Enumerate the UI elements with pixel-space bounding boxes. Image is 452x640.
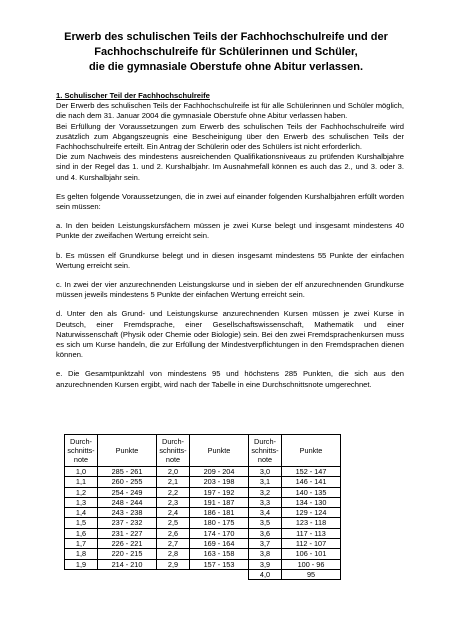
points-cell: 254 - 249 bbox=[98, 487, 157, 497]
points-cell: 123 - 118 bbox=[282, 518, 341, 528]
points-cell: 243 - 238 bbox=[98, 508, 157, 518]
table-row bbox=[65, 508, 341, 518]
grade-cell: 2,3 bbox=[157, 497, 190, 507]
points-cell: 191 - 187 bbox=[190, 497, 249, 507]
points-cell: 231 - 227 bbox=[98, 528, 157, 538]
points-cell: 100 - 96 bbox=[282, 559, 341, 569]
points-cell: 95 bbox=[282, 569, 341, 579]
grade-cell: 3,7 bbox=[249, 539, 282, 549]
points-cell: 214 - 210 bbox=[98, 559, 157, 569]
grade-table-wrapper bbox=[64, 434, 341, 580]
table-body bbox=[65, 467, 341, 580]
grade-cell: 3,3 bbox=[249, 497, 282, 507]
table-header-row bbox=[65, 435, 341, 467]
intro-paragraph: Der Erwerb des schulischen Teils der Fachhochschulreife ist für alle Schülerinnen und Schüler möglich, die nach dem 31. Januar 2004 die gymnasiale Oberstufe ohne Abitur verlassen haben. bbox=[56, 101, 404, 121]
table-row bbox=[65, 559, 341, 569]
title-line-3: die die gymnasiale Oberstufe ohne Abitur verlassen. bbox=[88, 61, 364, 73]
points-cell: 209 - 204 bbox=[190, 467, 249, 477]
grade-cell: 2,6 bbox=[157, 528, 190, 538]
table-row bbox=[65, 569, 341, 579]
condition-e: e. Die Gesamtpunktzahl von mindestens 95 und höchstens 285 Punkten, die sich aus den anzurechnenden Kursen ergibt, wird nach der Tabelle in eine Durchschnittsnote umgerechnet. bbox=[56, 369, 404, 389]
grade-cell: 1,5 bbox=[65, 518, 98, 528]
grade-cell: 1,8 bbox=[65, 549, 98, 559]
grade-cell: 2,0 bbox=[157, 467, 190, 477]
grade-cell: 1,7 bbox=[65, 539, 98, 549]
points-header: Punkte bbox=[282, 435, 341, 467]
title-line-1: Erwerb des schulischen Teils der Fachhochschulreife und der bbox=[64, 31, 388, 43]
paragraph-course-halves: Die zum Nachweis des mindestens ausreichenden Qualifikationsniveaus zu prüfenden Kurshalbjahre sind in der Regel das 1. und 2. Kurshalbjahr. Im Ausnahmefall können es auch das 2., und 3. oder 3. und 4. Kurshalbjahr sein. bbox=[56, 152, 404, 182]
points-cell: 163 - 158 bbox=[190, 549, 249, 559]
grade-cell: 2,2 bbox=[157, 487, 190, 497]
points-cell: 248 - 244 bbox=[98, 497, 157, 507]
grade-cell: 1,2 bbox=[65, 487, 98, 497]
points-cell: 186 - 181 bbox=[190, 508, 249, 518]
grade-cell: 1,0 bbox=[65, 467, 98, 477]
points-cell bbox=[98, 569, 157, 579]
grade-cell: 3,1 bbox=[249, 477, 282, 487]
points-cell: 226 - 221 bbox=[98, 539, 157, 549]
points-cell: 237 - 232 bbox=[98, 518, 157, 528]
points-cell: 197 - 192 bbox=[190, 487, 249, 497]
grade-cell: 2,9 bbox=[157, 559, 190, 569]
points-cell: 169 - 164 bbox=[190, 539, 249, 549]
points-cell: 140 - 135 bbox=[282, 487, 341, 497]
paragraph-certificate: Bei Erfüllung der Voraussetzungen zum Erwerb des schulischen Teils der Fachhochschulreife wird zusätzlich zum Abgangszeugnis eine Bescheinigung über den Erwerb des schulischen Teils der Fachhochschulreife erteilt. Ein Antrag der Schülerin oder des Schülers ist nicht erforderlich. bbox=[56, 121, 404, 152]
grade-cell: 1,6 bbox=[65, 528, 98, 538]
title-line-2: Fachhochschulreife für Schülerinnen und Schüler, bbox=[94, 46, 358, 58]
table-row bbox=[65, 549, 341, 559]
grade-cell bbox=[157, 569, 190, 579]
points-cell: 117 - 113 bbox=[282, 528, 341, 538]
points-cell: 106 - 101 bbox=[282, 549, 341, 559]
grade-cell: 1,3 bbox=[65, 497, 98, 507]
grade-conversion-table bbox=[64, 434, 341, 580]
grade-cell: 1,4 bbox=[65, 508, 98, 518]
grade-cell: 2,5 bbox=[157, 518, 190, 528]
grade-cell: 1,9 bbox=[65, 559, 98, 569]
document-title bbox=[30, 30, 422, 75]
grade-cell: 3,6 bbox=[249, 528, 282, 538]
grade-cell: 2,4 bbox=[157, 508, 190, 518]
points-cell: 129 - 124 bbox=[282, 508, 341, 518]
conditions-intro: Es gelten folgende Voraussetzungen, die in zwei auf einander folgenden Kurshalbjahren erfüllt worden sein müssen: bbox=[56, 191, 404, 212]
section-heading: 1. Schulischer Teil der Fachhochschulreife bbox=[56, 91, 210, 100]
grade-cell: 1,1 bbox=[65, 477, 98, 487]
points-cell: 146 - 141 bbox=[282, 477, 341, 487]
document-body bbox=[56, 91, 404, 399]
grade-cell: 2,8 bbox=[157, 549, 190, 559]
grade-header: Durch- schnitts- note bbox=[65, 435, 98, 467]
grade-cell: 3,2 bbox=[249, 487, 282, 497]
condition-a: a. In den beiden Leistungskursfächern müssen je zwei Kurse belegt und insgesamt mindestens 40 Punkte der zweifachen Wertung erreicht sein. bbox=[56, 221, 404, 241]
table-row bbox=[65, 467, 341, 477]
points-cell bbox=[190, 569, 249, 579]
points-cell: 112 - 107 bbox=[282, 539, 341, 549]
points-cell: 134 - 130 bbox=[282, 497, 341, 507]
table-row bbox=[65, 487, 341, 497]
points-cell: 285 - 261 bbox=[98, 467, 157, 477]
grade-cell: 3,4 bbox=[249, 508, 282, 518]
points-cell: 220 - 215 bbox=[98, 549, 157, 559]
points-cell: 203 - 198 bbox=[190, 477, 249, 487]
grade-cell: 4,0 bbox=[249, 569, 282, 579]
condition-d: d. Unter den als Grund- und Leistungskurse anzurechnenden Kursen müssen je zwei Kurse in Deutsch, einer Fremdsprache, einer Gesellschaftswissenschaft, Mathematik und einer Naturwissenschaft (Physik oder Chemie oder Biologie) sein. Bei den zwei Fremdsprachenkursen muss es sich um Kurse handeln, die zur Erfüllung der Mindestverpflichtungen in den Fremdsprachen dienen können. bbox=[56, 309, 404, 360]
table-row bbox=[65, 497, 341, 507]
grade-cell: 3,5 bbox=[249, 518, 282, 528]
points-cell: 174 - 170 bbox=[190, 528, 249, 538]
table-row bbox=[65, 518, 341, 528]
points-header: Punkte bbox=[98, 435, 157, 467]
grade-header: Durch- schnitts- note bbox=[157, 435, 190, 467]
grade-header: Durch- schnitts- note bbox=[249, 435, 282, 467]
table-row bbox=[65, 539, 341, 549]
table-row bbox=[65, 477, 341, 487]
grade-cell: 3,8 bbox=[249, 549, 282, 559]
grade-cell bbox=[65, 569, 98, 579]
grade-cell: 2,1 bbox=[157, 477, 190, 487]
points-header: Punkte bbox=[190, 435, 249, 467]
grade-cell: 2,7 bbox=[157, 539, 190, 549]
grade-cell: 3,0 bbox=[249, 467, 282, 477]
grade-cell: 3,9 bbox=[249, 559, 282, 569]
table-row bbox=[65, 528, 341, 538]
condition-c: c. In zwei der vier anzurechnenden Leistungskurse und in sieben der elf anzurechnenden Grundkurse müssen jeweils mindestens 5 Punkte der einfachen Wertung erreicht sein. bbox=[56, 280, 404, 300]
points-cell: 180 - 175 bbox=[190, 518, 249, 528]
points-cell: 152 - 147 bbox=[282, 467, 341, 477]
condition-b: b. Es müssen elf Grundkurse belegt und in diesen insgesamt mindestens 55 Punkte der einfachen Wertung erreicht sein. bbox=[56, 250, 404, 270]
points-cell: 157 - 153 bbox=[190, 559, 249, 569]
points-cell: 260 - 255 bbox=[98, 477, 157, 487]
